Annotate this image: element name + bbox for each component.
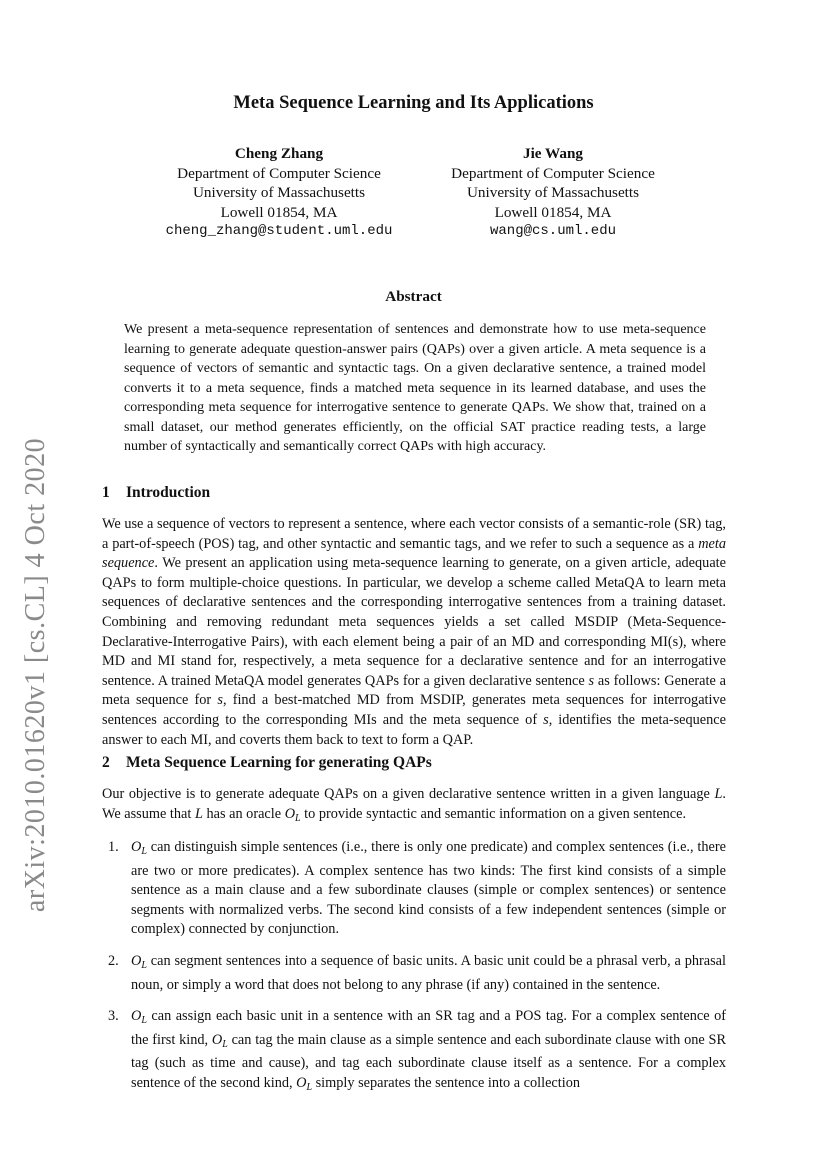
paper-title: Meta Sequence Learning and Its Applications — [233, 93, 594, 113]
math-variable: L — [714, 786, 723, 802]
math-variable: s — [588, 672, 595, 689]
author-name: Jie Wang — [522, 145, 584, 162]
section-number: 1 — [102, 484, 110, 501]
list-item: 2. $O_L$ can segment sentences into a sequence of basic units. A basic unit could be a phrasal verb, a phrasal noun, or simply a word that does not belong to any phrase (if any) contained in the sentence. — [108, 952, 726, 993]
math-subscript: L — [141, 1015, 147, 1027]
list-item: 3. $O_L$ can assign each basic unit in a sentence with an SR tag and a POS tag. For a complex sentence of the first kind, $O_L$ can tag the main clause as a simple sentence and each subordinate clause with one SR tag (such as time and cause), and tag each subordinate clause itself as a sentence. For a complex sentence of the second kind, $O_L$ simply separates the sentence into a collection — [108, 1008, 726, 1093]
math-variable: O — [211, 1031, 223, 1048]
section-title: Meta Sequence Learning for generating QAPs — [126, 754, 432, 771]
emphasized-term: meta sequence — [102, 535, 726, 572]
list-marker: 3. — [108, 1008, 119, 1025]
author-location: Lowell 01854, MA — [494, 203, 612, 221]
math-variable: s — [217, 692, 223, 709]
author-email: cheng_zhang@student.uml.edu — [165, 223, 393, 240]
math-subscript: L — [222, 1038, 228, 1050]
math-subscript: L — [306, 1081, 313, 1093]
math-variable: O — [296, 1074, 307, 1091]
list-marker: 2. — [108, 952, 119, 969]
author-department: Department of Computer Science — [451, 164, 655, 182]
author-block-2 — [403, 144, 703, 242]
oracle-capabilities-list — [102, 838, 726, 1110]
author-university: University of Massachusetts — [466, 184, 640, 202]
section-number: 2 — [102, 754, 110, 771]
author-block-1 — [129, 144, 429, 242]
author-location: Lowell 01854, MA — [220, 203, 338, 221]
section-heading-meta-sequence-learning — [102, 754, 432, 772]
arxiv-side-stamp: arXiv:2010.01620v1 [cs.CL] 4 Oct 2020 — [20, 437, 51, 913]
math-variable: O — [131, 952, 142, 969]
author-department: Department of Computer Science — [177, 164, 381, 182]
list-marker: 1. — [108, 839, 119, 855]
math-variable: L — [194, 805, 203, 822]
author-email: wang@cs.uml.edu — [489, 223, 617, 240]
author-name: Cheng Zhang — [234, 145, 324, 162]
math-subscript: L — [141, 846, 147, 857]
math-subscript: L — [295, 812, 301, 824]
section-heading-introduction — [102, 484, 210, 502]
math-variable: s — [543, 711, 549, 728]
abstract-heading: Abstract — [385, 288, 442, 305]
list-item: 1. $O_L$ can distinguish simple sentences (i.e., there is only one predicate) and complex sentences (i.e., there are two or more predicates). A complex sentence has two kinds: The first kind consists of a simple sentence as a main clause and a few subordinate clauses (simple or complex sentences) or sentence segments with normalized verbs. The second kind consists of a few independent sentences (simple or complex) connected by conjunction. — [108, 839, 726, 938]
math-variable: O — [284, 805, 296, 822]
math-variable: O — [131, 1008, 142, 1025]
author-university: University of Massachusetts — [192, 184, 366, 202]
section-title: Introduction — [126, 484, 211, 501]
math-variable: O — [131, 839, 142, 855]
introduction-paragraph: We use a sequence of vectors to represent a sentence, where each vector consists of a semantic-role (SR) tag, a part-of-speech (POS) tag, and other syntactic and semantic tags, and we refer to such a sequence as a meta sequence. We present an application using meta-sequence learning to generate, on a given article, adequate QAPs to form multiple-choice questions. In particular, we develop a scheme called MetaQA to learn meta sequences of declarative sentences and the corresponding interrogative sentences from a training dataset. Combining and removing redundant meta sequences yields a set called MSDIP (Meta-Sequence-Declarative-Interrogative Pairs), with each element being a pair of an MD and corresponding MI(s), where MD and MI stand for, respectively, a meta sequence for a declarative sentence and for an interrogative sentence. A trained MetaQA model generates QAPs for a given declarative sentence s as follows: Generate a meta sequence for s, find a best-matched MD from MSDIP, generates meta sequences for interrogative sentences according to the corresponding MIs and the meta sequence of s, identifies the meta-sequence answer to each MI, and coverts them back to text to form a QAP. — [102, 516, 726, 748]
math-subscript: L — [141, 959, 147, 971]
section-2-paragraph: Our objective is to generate adequate QAPs on a given declarative sentence written in a given language L. We assume that L has an oracle $O_L$ to provide syntactic and semantic information on a given sentence. — [102, 786, 726, 824]
abstract-text: We present a meta-sequence representation of sentences and demonstrate how to use meta-sequence learning to generate adequate question-answer pairs (QAPs) over a given article. A meta sequence is a sequence of vectors of semantic and syntactic tags. On a given declarative sentence, a trained model converts it to a meta sequence, finds a matched meta sequence in its learned database, and uses the corresponding meta sequence for interrogative sentence to generate QAPs. We show that, trained on a small dataset, our method generates efficiently, on the official SAT practice reading tests, a large number of syntactically and semantically correct QAPs with high accuracy. — [124, 322, 706, 454]
